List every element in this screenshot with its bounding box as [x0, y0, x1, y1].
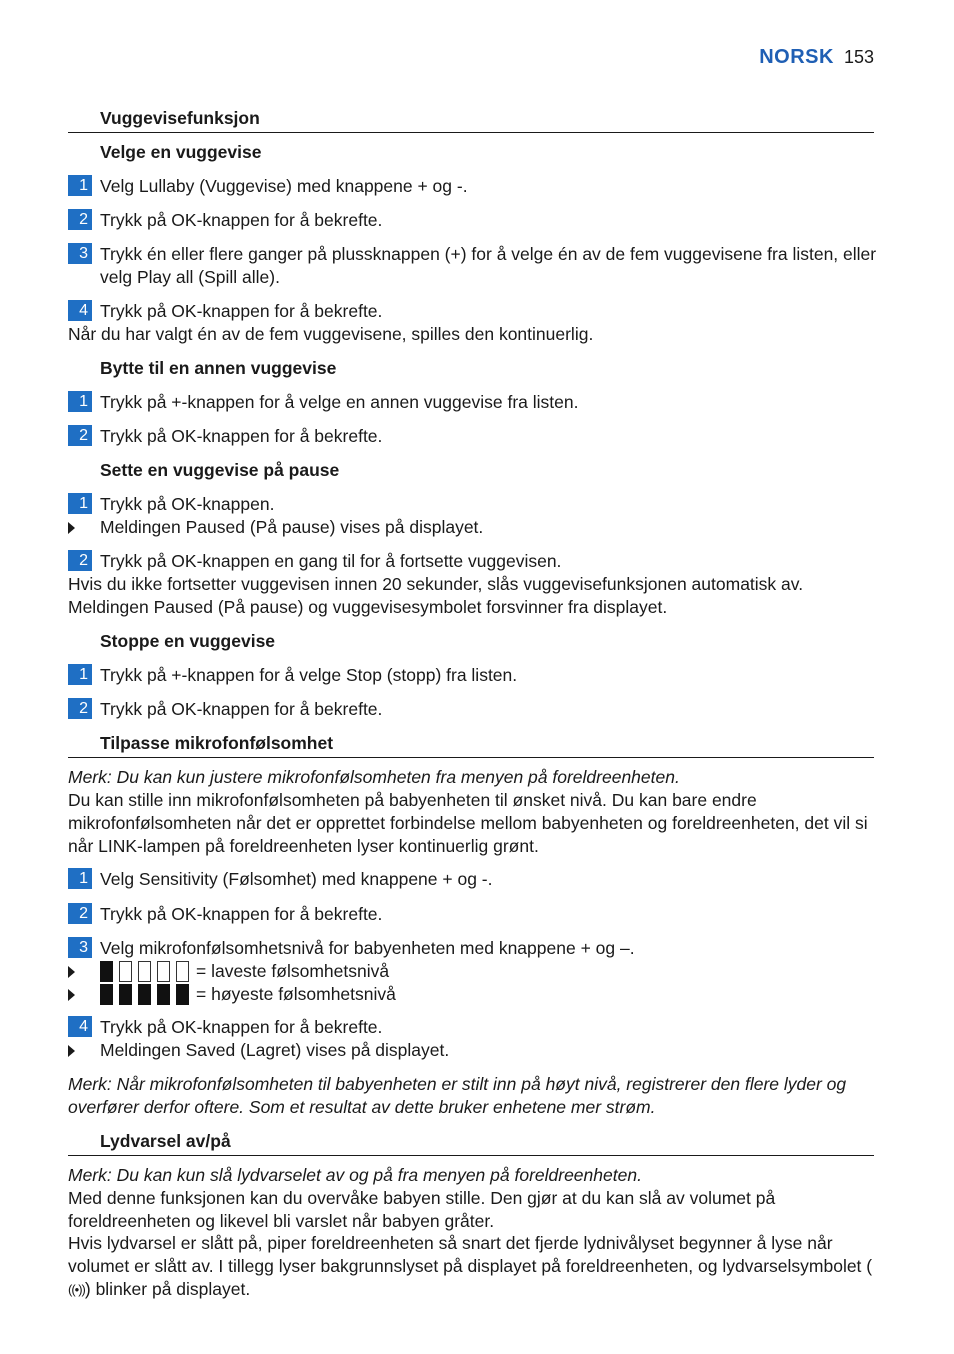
step-text: Velg mikrofonfølsomhetsnivå for babyenheten med knappene + og –.: [100, 938, 635, 958]
level-bar-filled: [100, 961, 113, 982]
section-title-mic-sensitivity: Tilpasse mikrofonfølsomhet: [68, 732, 874, 758]
language-label: NORSK: [759, 46, 834, 68]
step-item: [68, 903, 878, 926]
step-text: Trykk på +-knappen for å velge Stop (stopp) fra listen.: [100, 665, 518, 685]
result-text: Meldingen Saved (Lagret) vises på displayet.: [100, 1040, 450, 1060]
section-title-lullaby: Vuggevisefunksjon: [68, 107, 874, 133]
note-text: Merk: Når mikrofonfølsomheten til babyenheten er stilt inn på høyt nivå, registrerer den flere lyder og overfører derfor oftere. Som et resultat av dette bruker enhetene mer strøm.: [68, 1074, 847, 1117]
step-text: Velg Lullaby (Vuggevise) med knappene + og -.: [100, 176, 468, 196]
step-item: [68, 698, 878, 721]
step-number-badge: 3: [68, 937, 92, 958]
step-item: [68, 664, 878, 687]
step-text: Trykk på OK-knappen for å bekrefte.: [100, 210, 383, 230]
step-text: Trykk på OK-knappen.: [100, 494, 275, 514]
step-text: Trykk på OK-knappen for å bekrefte.: [100, 904, 383, 924]
subheading-pause-lullaby: Sette en vuggevise på pause: [100, 460, 340, 480]
triangle-right-icon: [68, 1045, 75, 1057]
step-item: [68, 937, 878, 960]
sensitivity-highest-text: = høyeste følsomhetsnivå: [196, 984, 396, 1004]
body-text: Når du har valgt én av de fem vuggevisene, spilles den kontinuerlig.: [68, 324, 594, 344]
step-item: [68, 243, 878, 289]
body-text: Hvis du ikke fortsetter vuggevisen innen 20 sekunder, slås vuggevisefunksjonen automatisk av.: [68, 574, 804, 594]
sensitivity-level-highest-icon: [100, 984, 189, 1005]
step-number-badge: 3: [68, 243, 92, 264]
step-number-badge: 2: [68, 209, 92, 230]
step-item: [68, 175, 878, 198]
section-title-sound-alert: Lydvarsel av/på: [68, 1130, 874, 1156]
step-text: Trykk på OK-knappen for å bekrefte.: [100, 426, 383, 446]
step-number-badge: 1: [68, 391, 92, 412]
body-text: Med denne funksjonen kan du overvåke babyen stille. Den gjør at du kan slå av volumet på foreldreenheten og likevel bli varslet når babyen gråter.: [68, 1188, 776, 1231]
step-number-badge: 1: [68, 664, 92, 685]
step-item: [68, 300, 878, 323]
step-number-badge: 2: [68, 425, 92, 446]
sound-alert-icon: ((•)): [68, 1282, 85, 1297]
triangle-right-icon: [68, 989, 75, 1001]
level-bar-filled: [119, 984, 132, 1005]
step-item: [68, 391, 878, 414]
level-bar-empty: [176, 961, 189, 982]
step-number-badge: 2: [68, 903, 92, 924]
body-text: [68, 1232, 874, 1301]
step-text: Trykk på OK-knappen for å bekrefte.: [100, 699, 383, 719]
step-text: Trykk på OK-knappen for å bekrefte.: [100, 301, 383, 321]
page-number: 153: [843, 47, 874, 67]
sensitivity-level-lowest-icon: [100, 961, 189, 982]
body-text: Du kan stille inn mikrofonfølsomheten på babyenheten til ønsket nivå. Du kan bare endre mikrofonfølsomheten når det er opprettet forbindelse mellom babyenheten og foreldreenheten, det vil si når LINK-lampen på foreldreenheten lyser kontinuerlig grønt.: [68, 790, 868, 856]
result-text: Meldingen Paused (På pause) vises på displayet.: [100, 517, 484, 537]
result-item: [68, 1039, 874, 1062]
step-number-badge: 4: [68, 300, 92, 321]
step-item: [68, 1016, 878, 1039]
step-number-badge: 2: [68, 550, 92, 571]
step-text: Trykk på OK-knappen en gang til for å fortsette vuggevisen.: [100, 551, 562, 571]
triangle-right-icon: [68, 522, 75, 534]
subheading-select-lullaby: Velge en vuggevise: [100, 142, 262, 162]
page-header: [759, 46, 874, 69]
level-bar-filled: [100, 984, 113, 1005]
level-bar-filled: [157, 984, 170, 1005]
step-number-badge: 2: [68, 698, 92, 719]
step-text: Trykk på +-knappen for å velge en annen vuggevise fra listen.: [100, 392, 579, 412]
note-text: Merk: Du kan kun justere mikrofonfølsomheten fra menyen på foreldreenheten.: [68, 767, 680, 787]
sensitivity-lowest-text: = laveste følsomhetsnivå: [196, 961, 390, 981]
body-text: Meldingen Paused (På pause) og vuggevisesymbolet forsvinner fra displayet.: [68, 597, 668, 617]
subheading-switch-lullaby: Bytte til en annen vuggevise: [100, 358, 337, 378]
body-text-part: Hvis lydvarsel er slått på, piper foreldreenheten så snart det fjerde lydnivålyset begynner å lyse når volumet er slått av. I tillegg lyser bakgrunnslyset på displayet på foreldreenheten, og lydvarselsymbolet (: [68, 1233, 873, 1276]
triangle-right-icon: [68, 966, 75, 978]
subheading-stop-lullaby: Stoppe en vuggevise: [100, 631, 276, 651]
step-text: Trykk på OK-knappen for å bekrefte.: [100, 1017, 383, 1037]
note-text: Merk: Du kan kun slå lydvarselet av og på fra menyen på foreldreenheten.: [68, 1165, 642, 1185]
step-item: [68, 868, 878, 891]
level-bar-filled: [176, 984, 189, 1005]
step-item: [68, 425, 878, 448]
level-bar-empty: [138, 961, 151, 982]
result-item: [68, 983, 874, 1011]
body-text-part: ) blinker på displayet.: [84, 1279, 251, 1299]
level-bar-empty: [119, 961, 132, 982]
level-bar-filled: [138, 984, 151, 1005]
step-item: [68, 209, 878, 232]
step-number-badge: 1: [68, 493, 92, 514]
result-item: [68, 516, 874, 539]
step-text: Trykk én eller flere ganger på plussknappen (+) for å velge én av de fem vuggevisene fra listen, eller velg Play all (Spill alle).: [100, 244, 877, 287]
step-item: [68, 493, 878, 516]
step-number-badge: 1: [68, 175, 92, 196]
step-text: Velg Sensitivity (Følsomhet) med knappene + og -.: [100, 869, 493, 889]
step-number-badge: 1: [68, 868, 92, 889]
step-item: [68, 550, 878, 573]
step-number-badge: 4: [68, 1016, 92, 1037]
level-bar-empty: [157, 961, 170, 982]
